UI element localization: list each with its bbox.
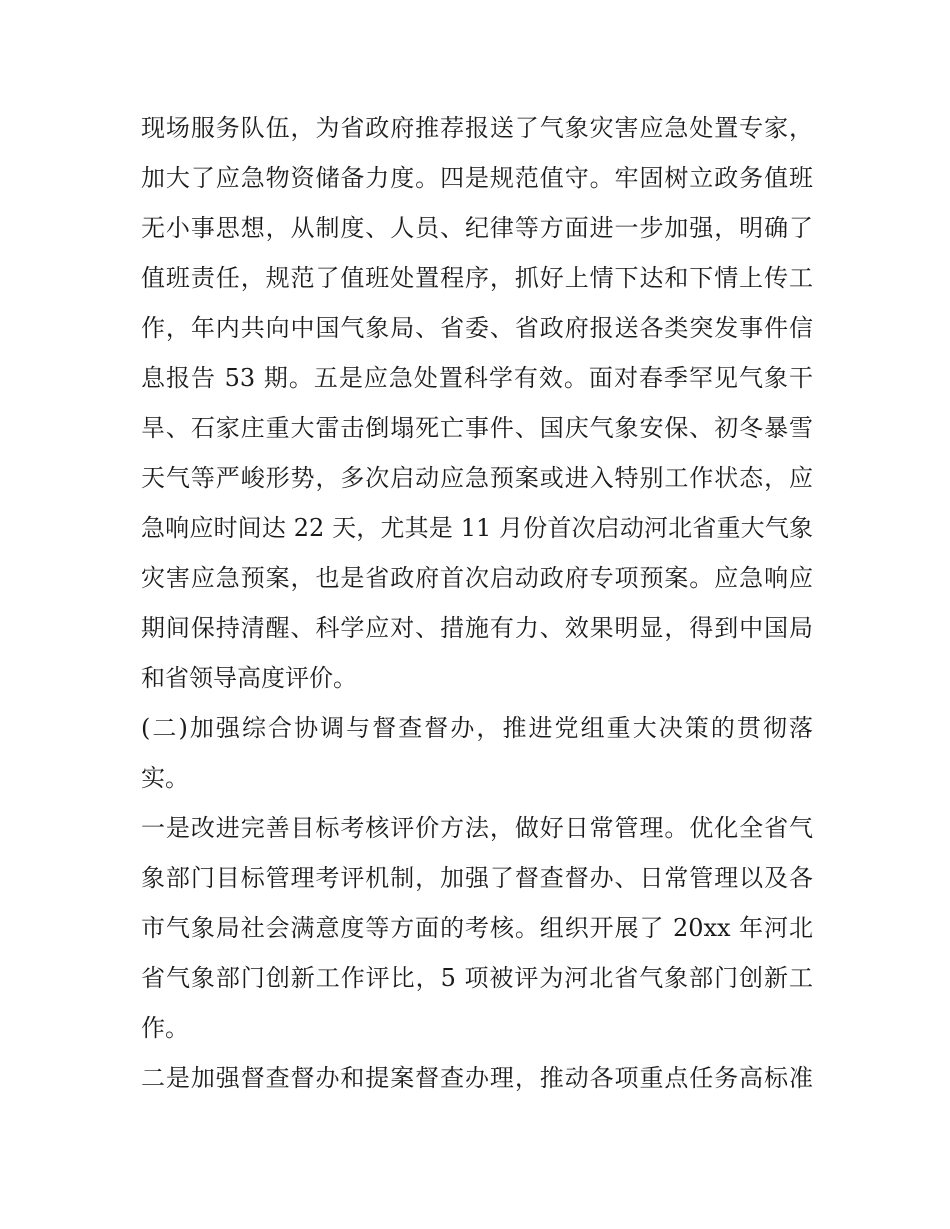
text-line-paragraph-end: 作。 bbox=[141, 1014, 189, 1042]
text-line-paragraph-end: 和省领导高度评价。 bbox=[141, 664, 357, 692]
text-line: 象部门目标管理考评机制，加强了督查督办、日常管理以及各 bbox=[141, 864, 813, 892]
section-heading-line-end: 实。 bbox=[141, 764, 189, 792]
text-line: 灾害应急预案，也是省政府首次启动政府专项预案。应急响应 bbox=[141, 564, 813, 592]
text-line: 二是加强督查督办和提案督查办理，推动各项重点任务高标准 bbox=[141, 1064, 813, 1092]
text-line: 现场服务队伍，为省政府推荐报送了气象灾害应急处置专家， bbox=[141, 114, 813, 142]
text-line: 无小事思想，从制度、人员、纪律等方面进一步加强，明确了 bbox=[141, 214, 813, 242]
text-line: 市气象局社会满意度等方面的考核。组织开展了 20xx 年河北 bbox=[141, 914, 813, 942]
text-line: 一是改进完善目标考核评价方法，做好日常管理。优化全省气 bbox=[141, 814, 813, 842]
text-line: 天气等严峻形势，多次启动应急预案或进入特别工作状态，应 bbox=[141, 464, 813, 492]
text-line: 值班责任，规范了值班处置程序，抓好上情下达和下情上传工 bbox=[141, 264, 813, 292]
section-heading-line: (二)加强综合协调与督查督办，推进党组重大决策的贯彻落 bbox=[141, 714, 813, 742]
text-line: 加大了应急物资储备力度。四是规范值守。牢固树立政务值班 bbox=[141, 164, 813, 192]
text-line: 作，年内共向中国气象局、省委、省政府报送各类突发事件信 bbox=[141, 314, 813, 342]
document-body bbox=[141, 103, 813, 1103]
text-line: 旱、石家庄重大雷击倒塌死亡事件、国庆气象安保、初冬暴雪 bbox=[141, 414, 813, 442]
text-line: 期间保持清醒、科学应对、措施有力、效果明显，得到中国局 bbox=[141, 614, 813, 642]
text-line: 息报告 53 期。五是应急处置科学有效。面对春季罕见气象干 bbox=[141, 364, 813, 392]
text-line: 急响应时间达 22 天，尤其是 11 月份首次启动河北省重大气象 bbox=[141, 514, 813, 542]
text-line: 省气象部门创新工作评比，5 项被评为河北省气象部门创新工 bbox=[141, 964, 813, 992]
